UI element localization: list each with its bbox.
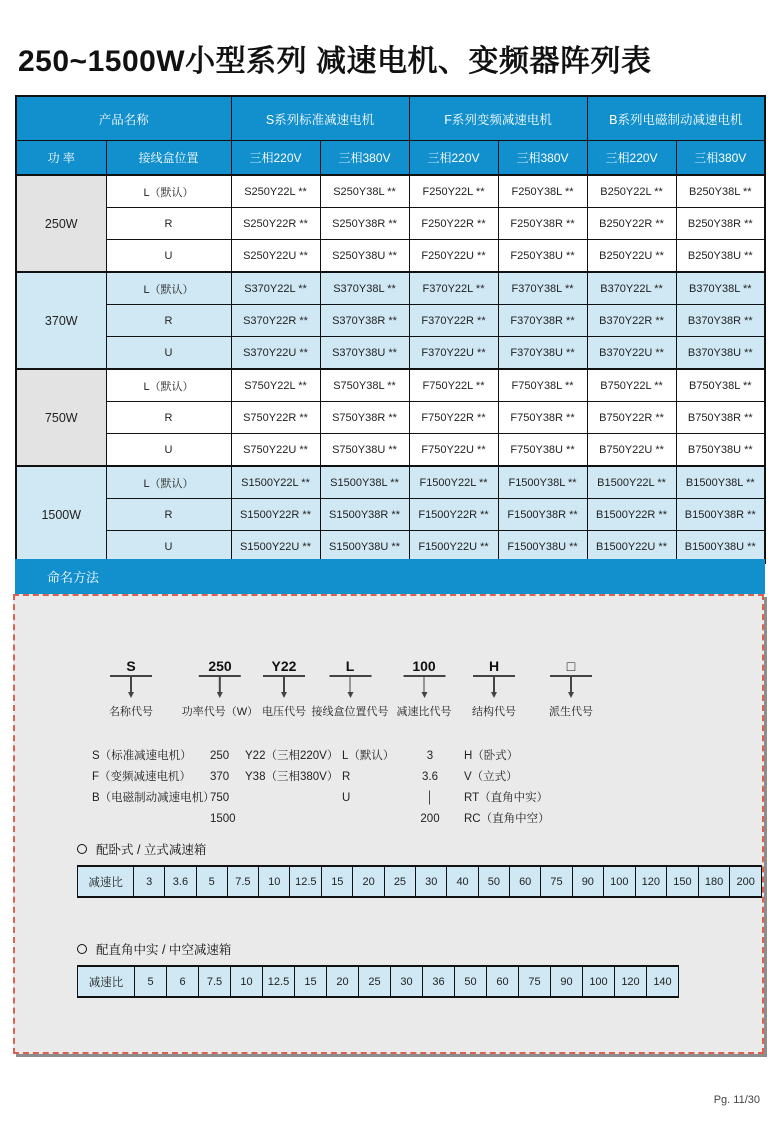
table-row bbox=[16, 402, 765, 434]
model-cell: F250Y22R ** bbox=[409, 208, 498, 240]
series-header: F系列变频减速电机 bbox=[409, 96, 587, 141]
arrow-down-icon bbox=[128, 692, 134, 698]
model-cell: S370Y38L ** bbox=[320, 272, 409, 305]
code-segment: S bbox=[126, 658, 136, 674]
model-cell: S1500Y22U ** bbox=[231, 531, 320, 564]
table-row bbox=[16, 208, 765, 240]
ratio-table-title bbox=[77, 940, 679, 958]
ratio-value-cell: 10 bbox=[259, 866, 290, 897]
model-cell: B370Y22R ** bbox=[587, 305, 676, 337]
position-cell: U bbox=[106, 337, 231, 370]
model-cell: F750Y22R ** bbox=[409, 402, 498, 434]
ratio-value-cell: 200 bbox=[730, 866, 762, 897]
model-cell: F370Y38U ** bbox=[498, 337, 587, 370]
legend-item: L（默认） bbox=[342, 750, 395, 762]
segment-label: 派生代号 bbox=[549, 706, 593, 718]
ratio-row-label: 减速比 bbox=[78, 866, 134, 897]
model-cell: S250Y22L ** bbox=[231, 175, 320, 208]
ratio-value-cell: 6 bbox=[167, 966, 199, 997]
model-cell: F1500Y22R ** bbox=[409, 499, 498, 531]
ratio-value-cell: 50 bbox=[455, 966, 487, 997]
model-cell: S750Y38R ** bbox=[320, 402, 409, 434]
model-cell: S1500Y22L ** bbox=[231, 466, 320, 499]
table-body bbox=[16, 175, 765, 563]
model-cell: B1500Y22L ** bbox=[587, 466, 676, 499]
reduction-ratio-table bbox=[77, 965, 679, 998]
model-cell: B250Y38U ** bbox=[676, 240, 765, 273]
arrow-stem bbox=[130, 677, 132, 692]
position-cell: L（默认） bbox=[106, 369, 231, 402]
model-cell: B370Y22L ** bbox=[587, 272, 676, 305]
table-row bbox=[16, 499, 765, 531]
naming-method-box bbox=[13, 594, 764, 1054]
legend-column bbox=[408, 746, 452, 830]
legend-item: RC（直角中空） bbox=[464, 813, 550, 825]
power-header: 功 率 bbox=[16, 141, 106, 176]
legend-column bbox=[210, 746, 236, 830]
ratio-value-cell: 75 bbox=[519, 966, 551, 997]
table-row bbox=[16, 272, 765, 305]
legend-column bbox=[464, 746, 550, 830]
model-cell: F750Y38U ** bbox=[498, 434, 587, 467]
model-cell: F750Y38R ** bbox=[498, 402, 587, 434]
segment-label: 名称代号 bbox=[109, 706, 153, 718]
ratio-value-cell: 60 bbox=[510, 866, 541, 897]
ratio-value-cell: 140 bbox=[647, 966, 679, 997]
ratio-value-cell: 3.6 bbox=[165, 866, 196, 897]
ratio-value-cell: 36 bbox=[423, 966, 455, 997]
ratio-value-cell: 75 bbox=[541, 866, 572, 897]
legend-item: B（电磁制动减速电机） bbox=[92, 792, 215, 804]
ratio-value-cell: 100 bbox=[603, 866, 635, 897]
ratio-value-cell: 20 bbox=[353, 866, 384, 897]
arrow-down-icon bbox=[347, 692, 353, 698]
model-cell: S750Y38L ** bbox=[320, 369, 409, 402]
model-cell: B250Y22U ** bbox=[587, 240, 676, 273]
legend-item: U bbox=[342, 792, 351, 804]
code-segment: Y22 bbox=[271, 658, 297, 674]
model-cell: B750Y38U ** bbox=[676, 434, 765, 467]
arrow-down-icon bbox=[421, 692, 427, 698]
ratio-row-label: 减速比 bbox=[78, 966, 135, 997]
legend-item: 200 bbox=[420, 813, 440, 825]
power-cell: 370W bbox=[16, 272, 106, 369]
segment-label: 电压代号 bbox=[262, 706, 306, 718]
model-cell: B750Y22L ** bbox=[587, 369, 676, 402]
model-cell: B370Y38U ** bbox=[676, 337, 765, 370]
ratio-value-cell: 25 bbox=[359, 966, 391, 997]
voltage-header: 三相220V bbox=[587, 141, 676, 176]
model-cell: F370Y38L ** bbox=[498, 272, 587, 305]
circle-bullet-icon bbox=[77, 844, 87, 854]
model-cell: B1500Y38R ** bbox=[676, 499, 765, 531]
naming-section-header: 命名方法 bbox=[15, 559, 765, 594]
arrow-stem bbox=[219, 677, 221, 692]
ratio-value-cell: 3 bbox=[134, 866, 165, 897]
model-cell: F750Y22U ** bbox=[409, 434, 498, 467]
arrow-stem bbox=[493, 677, 495, 692]
model-cell: B370Y38L ** bbox=[676, 272, 765, 305]
model-cell: S250Y22R ** bbox=[231, 208, 320, 240]
junction-box-header: 接线盒位置 bbox=[106, 141, 231, 176]
page-title: 250~1500W小型系列 减速电机、变频器阵列表 bbox=[18, 45, 652, 78]
position-cell: U bbox=[106, 531, 231, 564]
diagram-column bbox=[549, 658, 593, 719]
position-cell: U bbox=[106, 240, 231, 273]
model-cell: S370Y38U ** bbox=[320, 337, 409, 370]
table-row bbox=[16, 175, 765, 208]
table-row bbox=[16, 240, 765, 273]
model-cell: F370Y22U ** bbox=[409, 337, 498, 370]
model-cell: S250Y38U ** bbox=[320, 240, 409, 273]
model-cell: F1500Y22U ** bbox=[409, 531, 498, 564]
legend-item: F（变频减速电机） bbox=[92, 771, 192, 783]
code-segment: H bbox=[488, 658, 500, 674]
model-cell: F1500Y38R ** bbox=[498, 499, 587, 531]
model-cell: S250Y22U ** bbox=[231, 240, 320, 273]
ratio-value-cell: 30 bbox=[391, 966, 423, 997]
arrow-down-icon bbox=[217, 692, 223, 698]
legend-column bbox=[245, 746, 338, 788]
model-cell: B750Y22U ** bbox=[587, 434, 676, 467]
position-cell: L（默认） bbox=[106, 272, 231, 305]
ratio-title-text: 配卧式 / 立式减速箱 bbox=[96, 843, 207, 857]
diagram-column bbox=[472, 658, 516, 719]
ratio-value-cell: 12.5 bbox=[263, 966, 295, 997]
model-cell: F370Y22R ** bbox=[409, 305, 498, 337]
model-cell: S250Y38L ** bbox=[320, 175, 409, 208]
model-cell: S1500Y38R ** bbox=[320, 499, 409, 531]
model-cell: F250Y38R ** bbox=[498, 208, 587, 240]
position-cell: R bbox=[106, 402, 231, 434]
ratio-value-cell: 90 bbox=[572, 866, 603, 897]
position-cell: R bbox=[106, 208, 231, 240]
model-cell: S370Y22R ** bbox=[231, 305, 320, 337]
ratio-value-cell: 7.5 bbox=[199, 966, 231, 997]
circle-bullet-icon bbox=[77, 944, 87, 954]
ratio-value-cell: 60 bbox=[487, 966, 519, 997]
model-cell: B370Y38R ** bbox=[676, 305, 765, 337]
table-header bbox=[16, 96, 765, 175]
legend-item: 750 bbox=[210, 792, 230, 804]
model-cell: S250Y38R ** bbox=[320, 208, 409, 240]
position-cell: R bbox=[106, 305, 231, 337]
model-cell: S1500Y38L ** bbox=[320, 466, 409, 499]
model-cell: F1500Y38U ** bbox=[498, 531, 587, 564]
ratio-title-text: 配直角中实 / 中空减速箱 bbox=[96, 943, 232, 957]
ratio-value-cell: 7.5 bbox=[227, 866, 258, 897]
legend-item: H（卧式） bbox=[464, 750, 519, 762]
code-segment: □ bbox=[566, 658, 576, 674]
table-row bbox=[16, 434, 765, 467]
ratio-value-cell: 5 bbox=[196, 866, 227, 897]
ratio-value-cell: 12.5 bbox=[290, 866, 322, 897]
table-row bbox=[16, 337, 765, 370]
model-cell: F370Y22L ** bbox=[409, 272, 498, 305]
model-cell: F750Y22L ** bbox=[409, 369, 498, 402]
ratio-value-cell: 15 bbox=[295, 966, 327, 997]
legend-item: V（立式） bbox=[464, 771, 518, 783]
legend-item: Y38（三相380V） bbox=[245, 771, 339, 783]
model-cell: B250Y22R ** bbox=[587, 208, 676, 240]
ratio-row bbox=[78, 866, 762, 897]
code-segment: 250 bbox=[208, 658, 232, 674]
diagram-column bbox=[397, 658, 452, 719]
model-cell: F250Y22U ** bbox=[409, 240, 498, 273]
model-cell: F1500Y38L ** bbox=[498, 466, 587, 499]
ratio-value-cell: 180 bbox=[698, 866, 730, 897]
ratio-table-section bbox=[77, 940, 679, 998]
model-cell: F250Y38U ** bbox=[498, 240, 587, 273]
header-row-voltage bbox=[16, 141, 765, 176]
legend-item: Y22（三相220V） bbox=[245, 750, 339, 762]
model-cell: F1500Y22L ** bbox=[409, 466, 498, 499]
legend-column bbox=[342, 746, 394, 809]
power-cell: 250W bbox=[16, 175, 106, 272]
model-cell: F250Y22L ** bbox=[409, 175, 498, 208]
arrow-down-icon bbox=[281, 692, 287, 698]
voltage-header: 三相380V bbox=[676, 141, 765, 176]
ratio-row bbox=[78, 966, 679, 997]
ratio-value-cell: 30 bbox=[416, 866, 447, 897]
ratio-value-cell: 50 bbox=[478, 866, 509, 897]
ratio-value-cell: 10 bbox=[231, 966, 263, 997]
legend-item: 250 bbox=[210, 750, 230, 762]
legend-item: 3 bbox=[426, 750, 434, 762]
ratio-value-cell: 90 bbox=[551, 966, 583, 997]
model-cell: S750Y22U ** bbox=[231, 434, 320, 467]
position-cell: U bbox=[106, 434, 231, 467]
model-cell: B250Y38L ** bbox=[676, 175, 765, 208]
model-cell: S1500Y22R ** bbox=[231, 499, 320, 531]
legend-column bbox=[92, 746, 215, 809]
series-header: S系列标准减速电机 bbox=[231, 96, 409, 141]
legend-item: 370 bbox=[210, 771, 230, 783]
model-cell: F370Y38R ** bbox=[498, 305, 587, 337]
ratio-value-cell: 25 bbox=[384, 866, 415, 897]
model-cell: S750Y38U ** bbox=[320, 434, 409, 467]
code-segment: L bbox=[345, 658, 355, 674]
diagram-column bbox=[312, 658, 389, 719]
model-cell: B750Y38L ** bbox=[676, 369, 765, 402]
code-segment: 100 bbox=[412, 658, 436, 674]
legend-item: 1500 bbox=[210, 813, 236, 825]
legend-item: │ bbox=[426, 792, 434, 804]
arrow-stem bbox=[349, 677, 351, 692]
model-cell: F750Y38L ** bbox=[498, 369, 587, 402]
ratio-value-cell: 150 bbox=[667, 866, 699, 897]
voltage-header: 三相220V bbox=[231, 141, 320, 176]
ratio-value-cell: 120 bbox=[615, 966, 647, 997]
model-cell: B250Y38R ** bbox=[676, 208, 765, 240]
arrow-stem bbox=[570, 677, 572, 692]
naming-diagram bbox=[15, 658, 762, 750]
model-cell: S750Y22L ** bbox=[231, 369, 320, 402]
position-cell: L（默认） bbox=[106, 175, 231, 208]
arrow-down-icon bbox=[568, 692, 574, 698]
product-name-header: 产品名称 bbox=[16, 96, 231, 141]
ratio-value-cell: 120 bbox=[635, 866, 667, 897]
diagram-column bbox=[182, 658, 258, 719]
voltage-header: 三相380V bbox=[498, 141, 587, 176]
diagram-column bbox=[262, 658, 306, 719]
legend-item: R bbox=[342, 771, 351, 783]
model-cell: F250Y38L ** bbox=[498, 175, 587, 208]
table-row bbox=[16, 466, 765, 499]
segment-label: 接线盒位置代号 bbox=[311, 706, 389, 718]
model-cell: S750Y22R ** bbox=[231, 402, 320, 434]
table-row bbox=[16, 369, 765, 402]
segment-label: 功率代号（W） bbox=[181, 706, 259, 718]
arrow-down-icon bbox=[491, 692, 497, 698]
ratio-value-cell: 15 bbox=[322, 866, 353, 897]
ratio-value-cell: 5 bbox=[135, 966, 167, 997]
model-cell: B1500Y38L ** bbox=[676, 466, 765, 499]
voltage-header: 三相220V bbox=[409, 141, 498, 176]
ratio-value-cell: 40 bbox=[447, 866, 478, 897]
power-cell: 750W bbox=[16, 369, 106, 466]
model-cell: S370Y22U ** bbox=[231, 337, 320, 370]
ratio-value-cell: 20 bbox=[327, 966, 359, 997]
model-cell: S370Y38R ** bbox=[320, 305, 409, 337]
arrow-stem bbox=[283, 677, 285, 692]
legend-item: 3.6 bbox=[422, 771, 438, 783]
arrow-stem bbox=[423, 677, 425, 692]
power-cell: 1500W bbox=[16, 466, 106, 563]
page-number: Pg. 11/30 bbox=[713, 1094, 760, 1106]
segment-label: 减速比代号 bbox=[396, 706, 452, 718]
model-cell: B1500Y22U ** bbox=[587, 531, 676, 564]
ratio-table-section bbox=[77, 840, 762, 898]
voltage-header: 三相380V bbox=[320, 141, 409, 176]
model-cell: B750Y22R ** bbox=[587, 402, 676, 434]
series-header: B系列电磁制动减速电机 bbox=[587, 96, 765, 141]
ratio-value-cell: 100 bbox=[583, 966, 615, 997]
segment-label: 结构代号 bbox=[472, 706, 516, 718]
position-cell: R bbox=[106, 499, 231, 531]
table-row bbox=[16, 305, 765, 337]
model-cell: S1500Y38U ** bbox=[320, 531, 409, 564]
header-row-series bbox=[16, 96, 765, 141]
model-cell: B1500Y38U ** bbox=[676, 531, 765, 564]
ratio-table-title bbox=[77, 840, 762, 858]
naming-legend bbox=[15, 746, 762, 846]
position-cell: L（默认） bbox=[106, 466, 231, 499]
legend-item: RT（直角中实） bbox=[464, 792, 549, 804]
model-cell: B750Y38R ** bbox=[676, 402, 765, 434]
motor-array-table bbox=[15, 95, 766, 564]
reduction-ratio-table bbox=[77, 865, 762, 898]
model-cell: S370Y22L ** bbox=[231, 272, 320, 305]
diagram-column bbox=[109, 658, 153, 719]
model-cell: B370Y22U ** bbox=[587, 337, 676, 370]
model-cell: B1500Y22R ** bbox=[587, 499, 676, 531]
legend-item: S（标准减速电机） bbox=[92, 750, 192, 762]
model-cell: B250Y22L ** bbox=[587, 175, 676, 208]
